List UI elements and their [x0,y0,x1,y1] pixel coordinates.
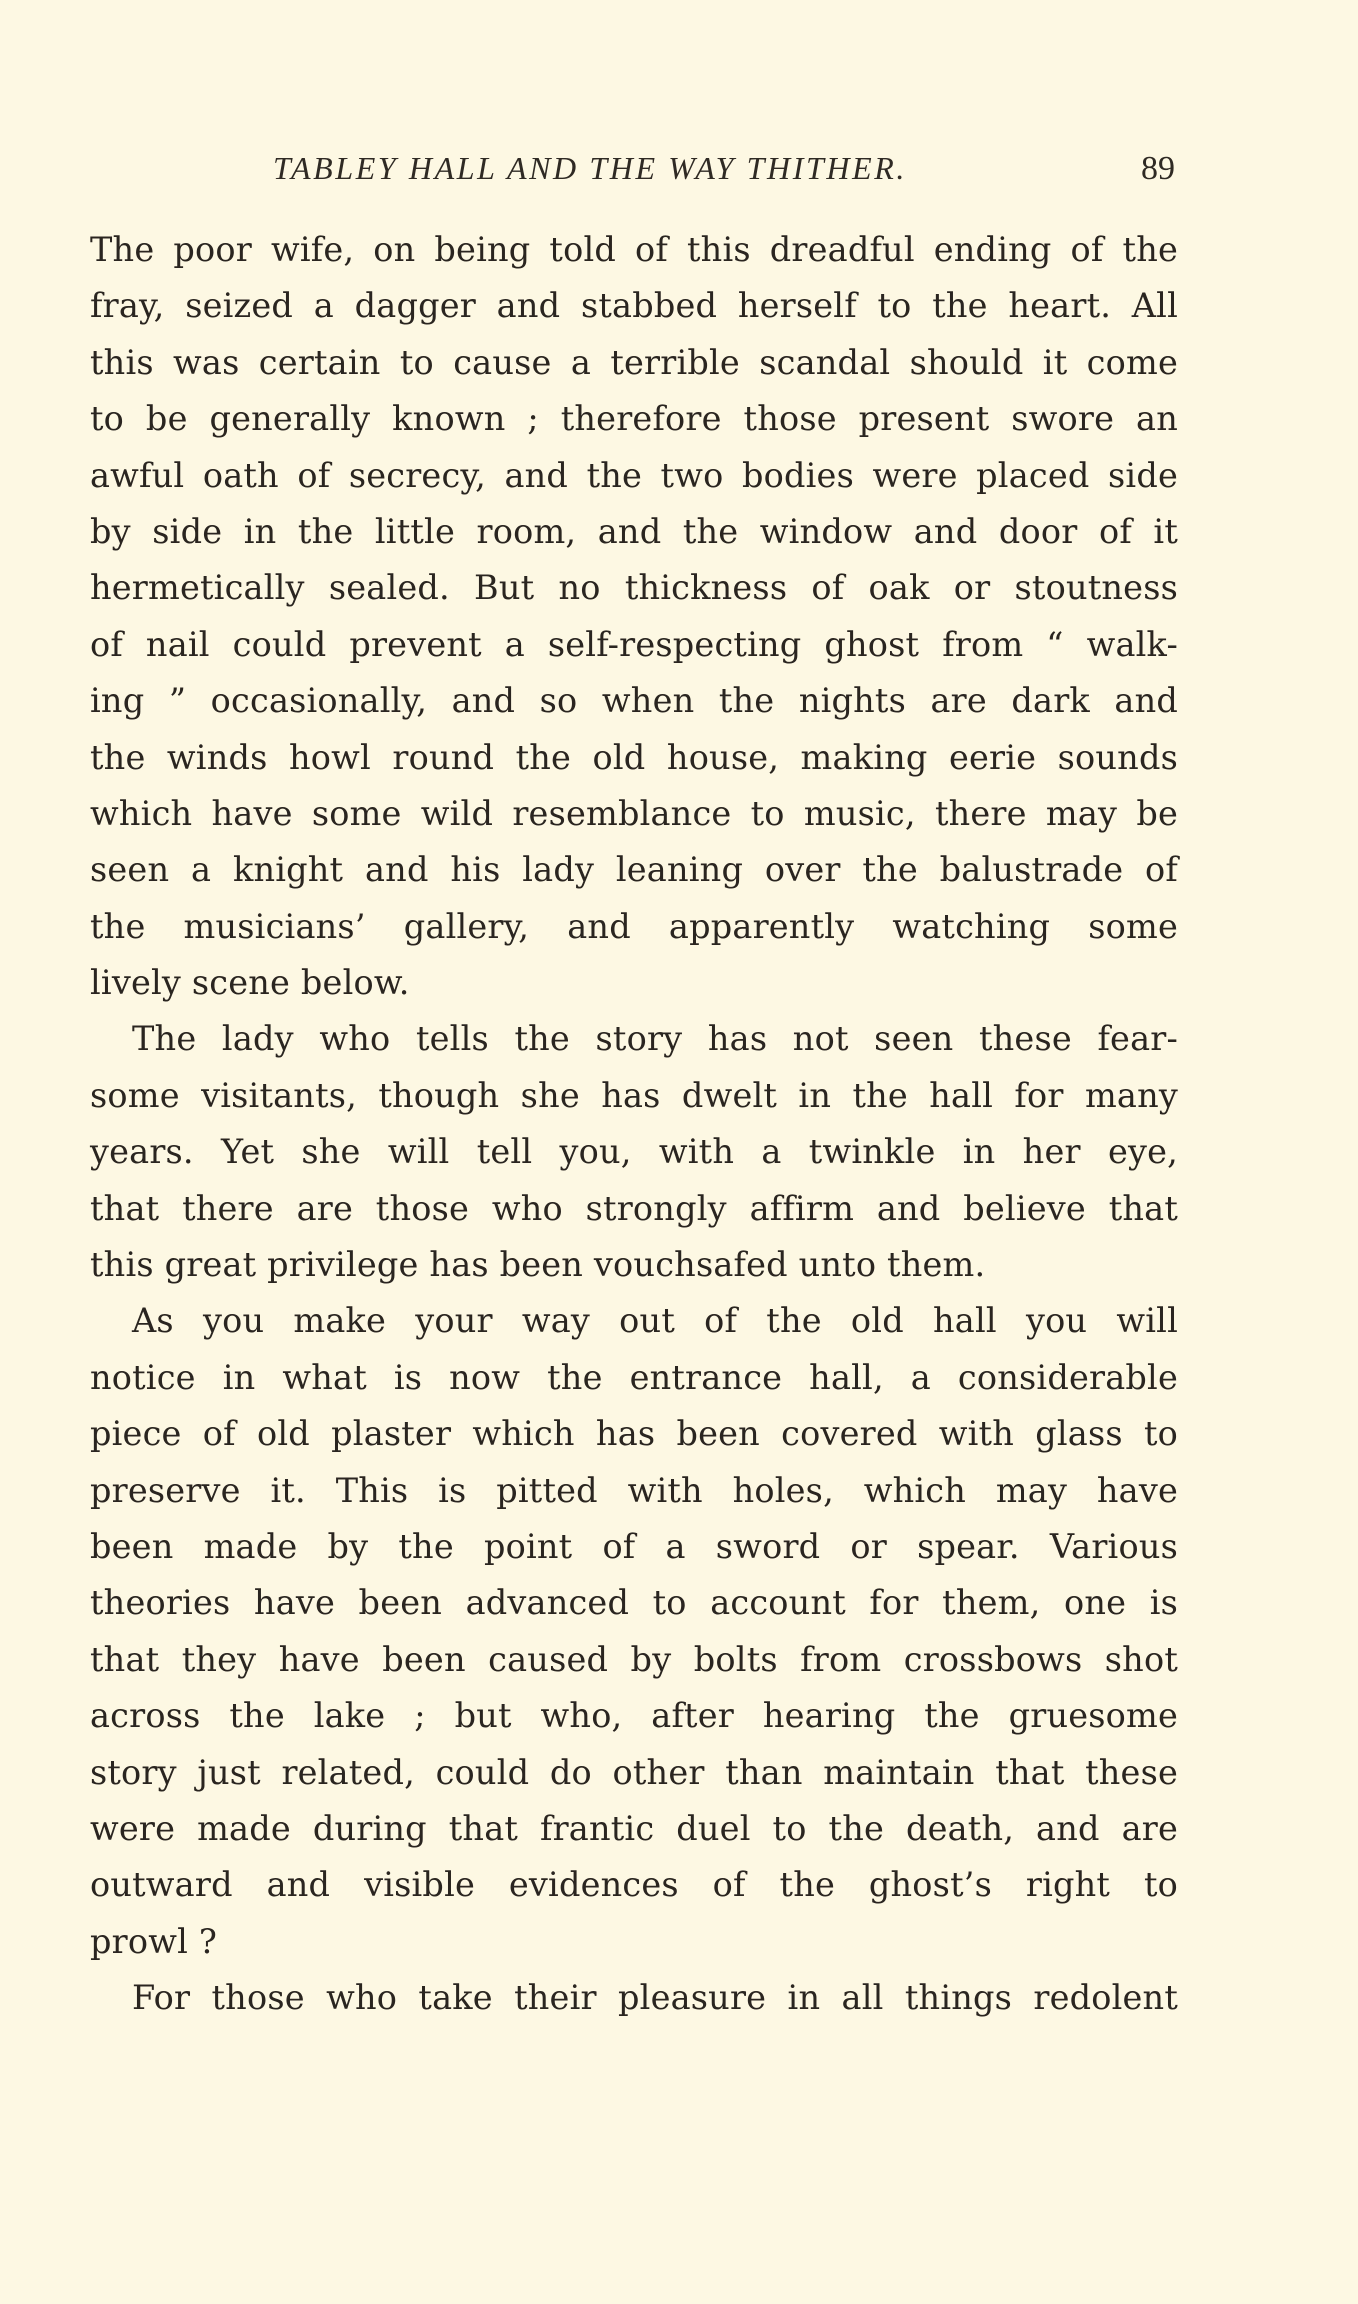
text-line: story just related, could do other than maintain that these [90,1752,1178,1792]
text-line: the winds howl round the old house, making eerie sounds [90,737,1178,777]
text-line: to be generally known ; therefore those present swore an [90,399,1178,439]
text-line: that they have been caused by bolts from crossbows shot [90,1639,1178,1679]
text-line: notice in what is now the entrance hall, a considerable [90,1357,1178,1397]
text-line: piece of old plaster which has been covered with glass to [90,1414,1178,1454]
text-line: lively scene below. [90,963,410,1003]
text-line: were made during that frantic duel to the death, and are [90,1808,1178,1848]
text-line: The poor wife, on being told of this dreadful ending of the [90,230,1178,269]
text-line: fray, seized a dagger and stabbed herself to the heart. All [90,286,1178,326]
text-line: across the lake ; but who, after hearing the gruesome [90,1696,1178,1736]
text-line: of nail could prevent a self-respecting ghost from “ walk- [90,624,1178,664]
text-line: ing ” occasionally, and so when the nights are dark and [90,681,1178,721]
text-line: this was certain to cause a terrible scandal should it come [90,342,1178,382]
text-line: outward and visible evidences of the ghost’s right to [90,1865,1178,1905]
body-text [90,222,1178,2027]
text-line: hermetically sealed. But no thickness of oak or stoutness [90,568,1178,608]
text-line: prowl ? [90,1921,218,1961]
text-line: theories have been advanced to account for them, one is [90,1583,1178,1623]
text-line: The lady who tells the story has not seen these fear- [132,1019,1178,1059]
text-line: this great privilege has been vouchsafed unto them. [90,1245,986,1285]
text-line: that there are those who strongly affirm and believe that [90,1188,1178,1228]
text-line: some visitants, though she has dwelt in the hall for many [90,1075,1178,1115]
text-line: For those who take their pleasure in all things redolent [132,1978,1178,2018]
text-line: which have some wild resemblance to music, there may be [90,793,1178,833]
text-line: seen a knight and his lady leaning over the balustrade of [90,850,1178,890]
running-head [90,150,1175,200]
text-line: awful oath of secrecy, and the two bodies were placed side [90,455,1178,495]
text-line: As you make your way out of the old hall you will [132,1301,1178,1341]
text-line: the musicians’ gallery, and apparently watching some [90,906,1178,946]
running-title: TABLEY HALL AND THE WAY THITHER. [273,150,907,186]
text-line: by side in the little room, and the window and door of it [90,511,1178,551]
text-line: been made by the point of a sword or spear. Various [90,1526,1178,1566]
text-line: years. Yet she will tell you, with a twinkle in her eye, [90,1132,1178,1172]
page-number: 89 [1141,150,1175,187]
text-line: preserve it. This is pitted with holes, which may have [90,1470,1178,1510]
